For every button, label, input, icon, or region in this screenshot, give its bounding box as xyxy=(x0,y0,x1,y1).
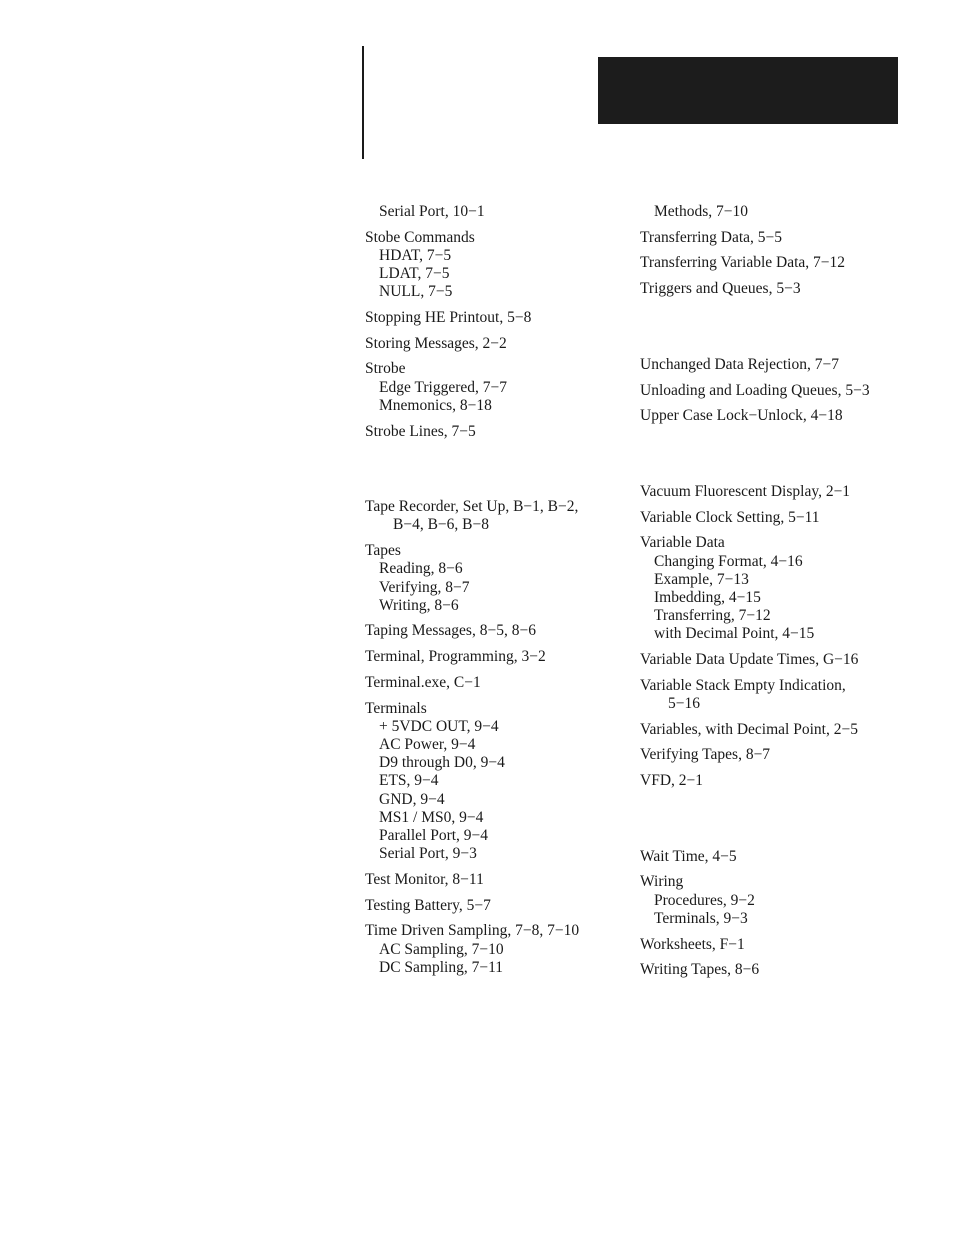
index-subentry: Edge Triggered, 7−7 xyxy=(379,378,507,396)
index-entry xyxy=(365,622,615,640)
index-subentry: ETS, 9−4 xyxy=(379,772,439,790)
vertical-rule xyxy=(362,46,364,159)
index-subentry: with Decimal Point, 4−15 xyxy=(654,625,815,643)
index-entry xyxy=(640,483,910,501)
index-entry-text: Taping Messages, 8−5, 8−6 xyxy=(365,622,536,640)
index-subentry: Imbedding, 4−15 xyxy=(654,588,761,606)
index-entry-text: Transferring Variable Data, 7−12 xyxy=(640,254,846,272)
index-entry xyxy=(640,509,910,527)
index-entry xyxy=(365,309,615,327)
index-entry xyxy=(365,423,615,441)
index-subentry: LDAT, 7−5 xyxy=(379,265,450,283)
index-entry xyxy=(640,961,910,979)
index-entry-text: Storing Messages, 2−2 xyxy=(365,334,507,352)
index-entry-wrap: 5−16 xyxy=(668,694,700,712)
index-subentry: AC Sampling, 7−10 xyxy=(379,940,504,958)
index-subentry: Serial Port, 9−3 xyxy=(379,845,477,863)
index-subentry: Changing Format, 4−16 xyxy=(654,552,803,570)
index-entry xyxy=(365,335,615,353)
letter-section-gap xyxy=(365,448,615,498)
index-entry xyxy=(640,382,910,400)
index-continued-subentry xyxy=(365,203,615,221)
index-entry-text: Unloading and Loading Queues, 5−3 xyxy=(640,381,870,399)
header-tab-block xyxy=(598,57,898,124)
index-entry-text: Upper Case Lock−Unlock, 4−18 xyxy=(640,407,843,425)
index-entry xyxy=(365,700,615,864)
index-entry-text: Transferring Data, 5−5 xyxy=(640,228,783,246)
index-subentry: AC Power, 9−4 xyxy=(379,735,476,753)
index-entry xyxy=(365,498,615,534)
index-entry-text: Triggers and Queues, 5−3 xyxy=(640,280,801,298)
index-entry-text: Testing Battery, 5−7 xyxy=(365,896,491,914)
index-column-left xyxy=(365,203,615,984)
index-subentry: GND, 9−4 xyxy=(379,790,445,808)
index-entry xyxy=(365,229,615,302)
index-entry-text: Variable Stack Empty Indication, xyxy=(640,676,846,694)
index-subentry: + 5VDC OUT, 9−4 xyxy=(379,717,499,735)
index-entry-wrap: B−4, B−6, B−8 xyxy=(393,516,489,534)
index-entry xyxy=(365,542,615,615)
index-entry xyxy=(640,229,910,247)
index-entry-text: Terminal, Programming, 3−2 xyxy=(365,648,546,666)
index-entry xyxy=(365,648,615,666)
index-entry-text: Stopping HE Printout, 5−8 xyxy=(365,309,532,327)
index-entry-text: Strobe xyxy=(365,360,406,378)
index-entry xyxy=(640,407,910,425)
index-entry xyxy=(640,848,910,866)
index-entry-text: Vacuum Fluorescent Display, 2−1 xyxy=(640,482,851,500)
index-entry xyxy=(640,651,910,669)
index-entry xyxy=(640,772,910,790)
letter-section-gap xyxy=(640,433,910,483)
index-entry xyxy=(640,280,910,298)
index-subentry: Example, 7−13 xyxy=(654,570,749,588)
index-entry-text: Tape Recorder, Set Up, B−1, B−2, xyxy=(365,498,579,516)
index-entry-text: Unchanged Data Rejection, 7−7 xyxy=(640,355,839,373)
index-entry xyxy=(640,254,910,272)
index-subentry: Parallel Port, 9−4 xyxy=(379,826,489,844)
index-entry-text: Worksheets, F−1 xyxy=(640,935,745,953)
index-subentry: Verifying, 8−7 xyxy=(379,578,470,596)
index-entry-text: VFD, 2−1 xyxy=(640,772,703,790)
index-entry-text: Wiring xyxy=(640,873,684,891)
index-entry-text: Terminals xyxy=(365,699,427,717)
index-entry xyxy=(640,677,910,713)
index-entry xyxy=(365,871,615,889)
index-subentry: Terminals, 9−3 xyxy=(654,909,748,927)
index-entry-text: Writing Tapes, 8−6 xyxy=(640,961,760,979)
index-entry xyxy=(640,534,910,643)
index-entry xyxy=(365,360,615,415)
index-entry-text: Time Driven Sampling, 7−8, 7−10 xyxy=(365,922,580,940)
index-subentry: Procedures, 9−2 xyxy=(654,891,755,909)
index-subentry-text: Methods, 7−10 xyxy=(654,203,748,220)
index-entry-text: Variables, with Decimal Point, 2−5 xyxy=(640,720,858,738)
index-subentry: MS1 / MS0, 9−4 xyxy=(379,808,484,826)
index-entry-text: Test Monitor, 8−11 xyxy=(365,870,484,888)
index-entry-text: Tapes xyxy=(365,542,401,560)
index-entry xyxy=(640,356,910,374)
index-entry xyxy=(640,873,910,928)
letter-section-gap xyxy=(640,306,910,356)
index-entry xyxy=(640,746,910,764)
index-column-right xyxy=(640,203,910,987)
index-entry-text: Variable Data Update Times, G−16 xyxy=(640,651,859,669)
index-subentry: Reading, 8−6 xyxy=(379,560,463,578)
index-entry xyxy=(365,674,615,692)
index-subentry: Writing, 8−6 xyxy=(379,596,459,614)
index-entry-text: Strobe Lines, 7−5 xyxy=(365,422,476,440)
index-entry xyxy=(365,922,615,977)
index-entry-text: Variable Clock Setting, 5−11 xyxy=(640,508,820,526)
index-entry-text: Wait Time, 4−5 xyxy=(640,847,737,865)
letter-section-gap xyxy=(640,798,910,848)
index-subentry: Transferring, 7−12 xyxy=(654,607,771,625)
index-subentry: NULL, 7−5 xyxy=(379,283,453,301)
index-entry-text: Verifying Tapes, 8−7 xyxy=(640,746,771,764)
index-entry-text: Stobe Commands xyxy=(365,228,475,246)
index-continued-subentry xyxy=(640,203,910,221)
index-entry xyxy=(640,936,910,954)
index-entry xyxy=(365,897,615,915)
index-subentry: DC Sampling, 7−11 xyxy=(379,958,503,976)
index-entry-text: Terminal.exe, C−1 xyxy=(365,673,481,691)
index-subentry: Mnemonics, 8−18 xyxy=(379,396,492,414)
index-subentry-text: Serial Port, 10−1 xyxy=(379,203,485,220)
index-subentry: HDAT, 7−5 xyxy=(379,246,452,264)
index-entry xyxy=(640,721,910,739)
index-subentry: D9 through D0, 9−4 xyxy=(379,754,505,772)
index-entry-text: Variable Data xyxy=(640,534,725,552)
